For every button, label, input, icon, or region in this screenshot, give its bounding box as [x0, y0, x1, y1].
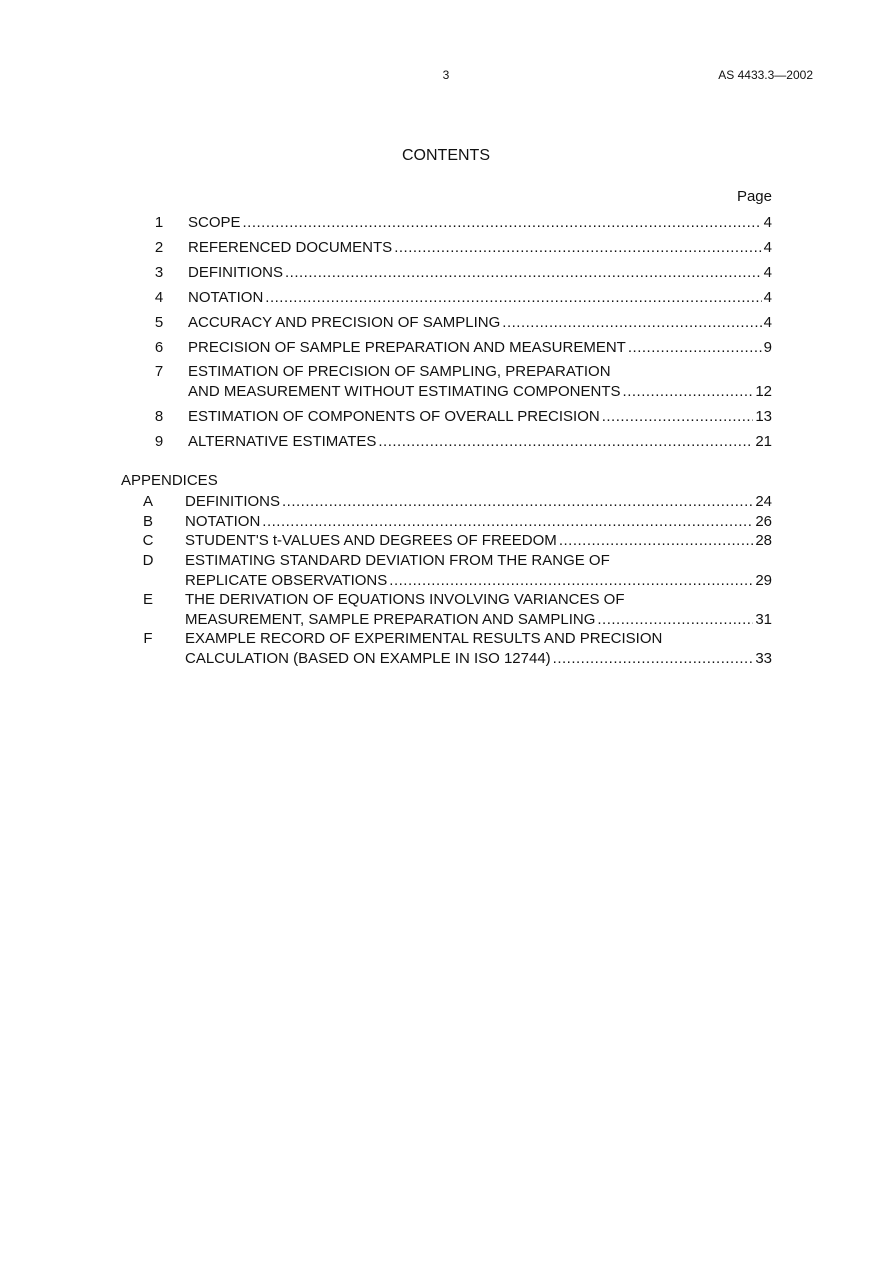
toc-entry-page: 28 — [755, 532, 772, 549]
toc-entry-page: 12 — [755, 382, 772, 400]
toc-entry-title: SCOPE — [188, 214, 241, 231]
leader-dots — [265, 288, 761, 307]
toc-entry-title: ESTIMATION OF COMPONENTS OF OVERALL PRECISION — [188, 408, 600, 425]
toc-entry-letter: C — [142, 532, 154, 549]
toc-entry-title: NOTATION — [188, 289, 264, 306]
toc-entry-title-continued: AND MEASUREMENT WITHOUT ESTIMATING COMPONENTS — [188, 382, 621, 400]
toc-entry-letter: B — [142, 513, 153, 530]
toc-entry-page: 4 — [763, 289, 772, 306]
toc-entry-title-continued: CALCULATION (BASED ON EXAMPLE IN ISO 12744) — [185, 649, 551, 667]
toc-entry-number: 6 — [154, 339, 164, 356]
toc-entry-page: 21 — [755, 433, 772, 450]
toc-entry-title: NOTATION — [185, 513, 261, 530]
leader-dots — [602, 407, 754, 426]
leader-dots — [502, 313, 761, 332]
page-title: CONTENTS — [402, 147, 490, 164]
toc-entry-title: STUDENT'S t-VALUES AND DEGREES OF FREEDOM — [185, 532, 557, 549]
toc-entry-title: REFERENCED DOCUMENTS — [188, 239, 393, 256]
appendices-heading: APPENDICES — [121, 472, 218, 489]
leader-dots — [597, 610, 753, 629]
toc-entry-page: 4 — [763, 314, 772, 331]
toc-entry-page: 9 — [763, 339, 772, 356]
toc-entry-number: 7 — [154, 363, 164, 380]
toc-entry-page: 33 — [755, 649, 772, 667]
leader-dots — [394, 238, 761, 257]
toc-entry-letter: A — [142, 493, 153, 510]
toc-entry-title: ESTIMATION OF PRECISION OF SAMPLING, PREPARATION — [188, 363, 611, 380]
toc-entry-page: 13 — [755, 408, 772, 425]
toc-entry-page: 31 — [755, 610, 772, 628]
leader-dots — [623, 382, 754, 401]
toc-entry-title: DEFINITIONS — [185, 493, 281, 510]
toc-entry-page: 4 — [763, 214, 772, 231]
toc-entry-number: 1 — [154, 214, 164, 231]
toc-entry-title: EXAMPLE RECORD OF EXPERIMENTAL RESULTS AND PRECISION — [185, 630, 663, 647]
leader-dots — [243, 213, 762, 232]
page-column-label: Page — [736, 188, 772, 205]
toc-entry-page: 4 — [763, 264, 772, 281]
header-page-number: 3 — [442, 68, 450, 82]
toc-entry-number: 2 — [154, 239, 164, 256]
toc-entry-title: PRECISION OF SAMPLE PREPARATION AND MEASUREMENT — [188, 339, 626, 356]
toc-entry-page: 26 — [755, 513, 772, 530]
leader-dots — [285, 263, 762, 282]
toc-entry-title: ACCURACY AND PRECISION OF SAMPLING — [188, 314, 501, 331]
toc-entry-title-continued: MEASUREMENT, SAMPLE PREPARATION AND SAMPLING — [185, 610, 596, 628]
toc-entry-title: THE DERIVATION OF EQUATIONS INVOLVING VARIANCES OF — [185, 591, 625, 608]
leader-dots — [389, 571, 753, 590]
toc-entry-title-continued: REPLICATE OBSERVATIONS — [185, 571, 388, 589]
toc-entry-title: ESTIMATING STANDARD DEVIATION FROM THE RANGE OF — [185, 552, 610, 569]
toc-entry-page: 4 — [763, 239, 772, 256]
toc-entry-number: 8 — [154, 408, 164, 425]
toc-entry-letter: D — [142, 552, 154, 569]
header-standard-number: AS 4433.3—2002 — [718, 68, 813, 82]
toc-entry-title: DEFINITIONS — [188, 264, 284, 281]
leader-dots — [559, 531, 754, 550]
toc-entry-number: 3 — [154, 264, 164, 281]
leader-dots — [378, 432, 753, 451]
leader-dots — [553, 649, 754, 668]
leader-dots — [628, 338, 762, 357]
toc-entry-page: 24 — [755, 493, 772, 510]
leader-dots — [282, 492, 753, 511]
toc-entry-number: 4 — [154, 289, 164, 306]
toc-entry-number: 5 — [154, 314, 164, 331]
toc-entry-letter: F — [143, 630, 153, 647]
toc-entry-title: ALTERNATIVE ESTIMATES — [188, 433, 377, 450]
toc-entry-number: 9 — [154, 433, 164, 450]
toc-entry-letter: E — [142, 591, 153, 608]
leader-dots — [262, 512, 753, 531]
toc-entry-page: 29 — [755, 571, 772, 589]
